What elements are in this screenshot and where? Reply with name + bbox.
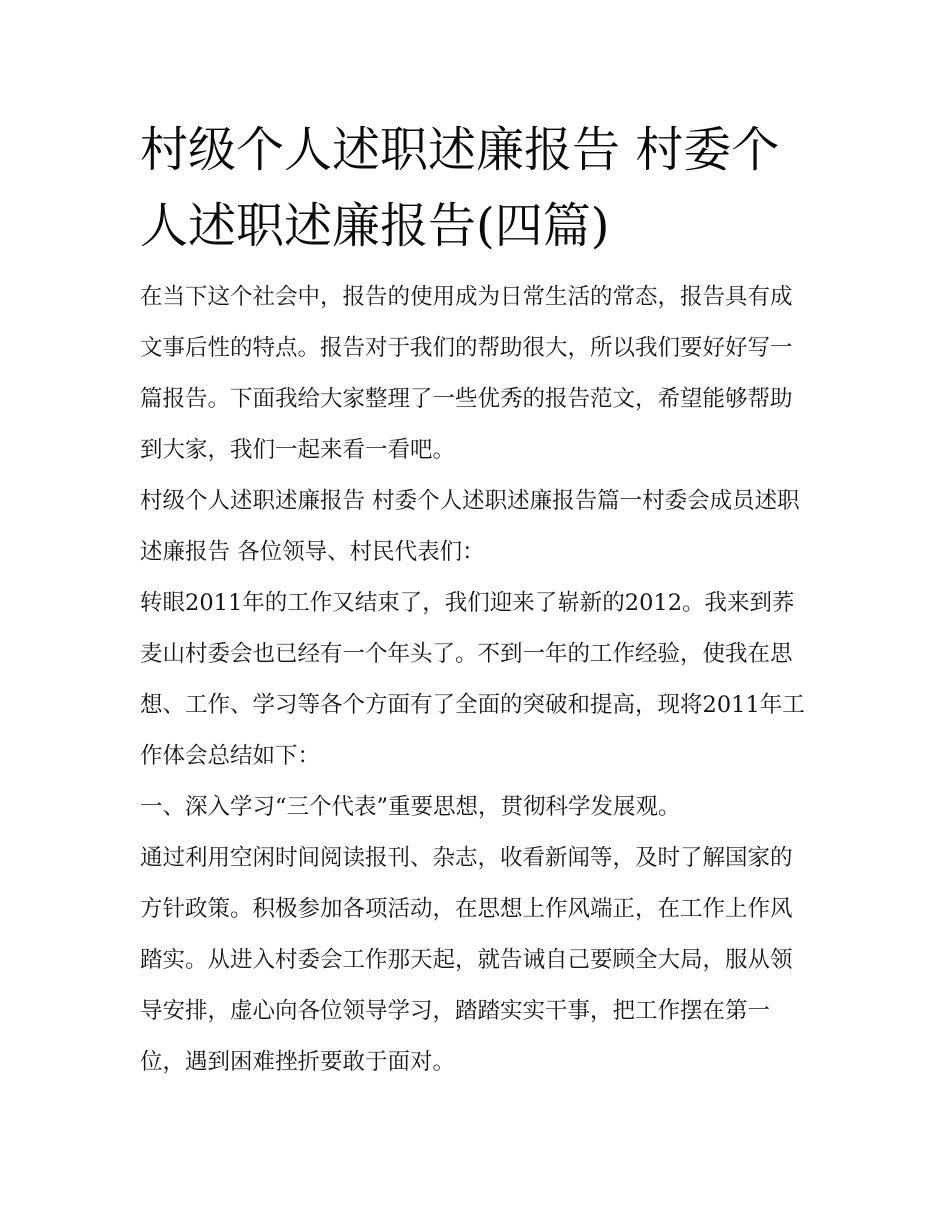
paragraph-section-one-heading: 一、深入学习“三个代表”重要思想，贯彻科学发展观。 [140, 794, 681, 820]
document-content [140, 112, 812, 1088]
paragraph-summary-opening: 转眼2011年的工作又结束了，我们迎来了崭新的2012。我来到荞麦山村委会也已经有一个年头了。不到一年的工作经验，使我在思想、工作、学习等各个方面有了全面的突破和提高，现将2011年工作体会总结如下： [140, 590, 805, 769]
paragraph-intro: 在当下这个社会中，报告的使用成为日常生活的常态，报告具有成文事后性的特点。报告对于我们的帮助很大，所以我们要好好写一篇报告。下面我给大家整理了一些优秀的报告范文，希望能够帮助到大家，我们一起来看一看吧。 [140, 284, 793, 463]
paragraph-section-one-body: 通过利用空闲时间阅读报刊、杂志，收看新闻等，及时了解国家的方针政策。积极参加各项活动，在思想上作风端正，在工作上作风踏实。从进入村委会工作那天起，就告诫自己要顾全大局，服从领导安排，虚心向各位领导学习，踏踏实实干事，把工作摆在第一位，遇到困难挫折要敢于面对。 [140, 845, 793, 1075]
document-title: 村级个人述职述廉报告 村委个人述职述廉报告(四篇) [140, 122, 780, 254]
paragraph-heading-salutation: 村级个人述职述廉报告 村委个人述职述廉报告篇一村委会成员述职述廉报告 各位领导、村民代表们： [140, 488, 800, 565]
document-body [140, 272, 812, 1088]
